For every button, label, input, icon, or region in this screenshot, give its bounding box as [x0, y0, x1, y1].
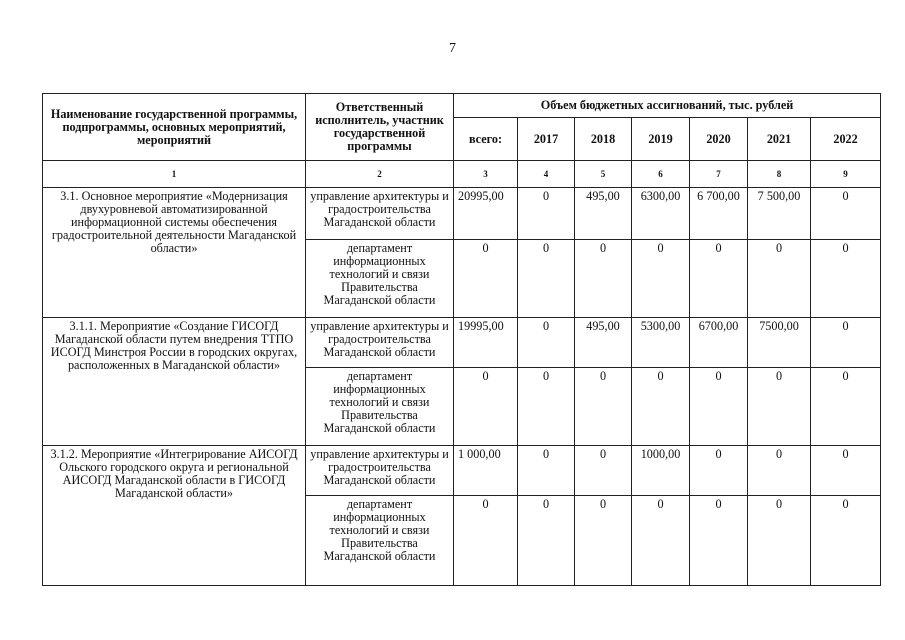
- value-cell: 0: [690, 240, 748, 318]
- value-cell: 0: [518, 368, 575, 446]
- value-cell: 0: [454, 240, 518, 318]
- value-cell: 6700,00: [690, 318, 748, 368]
- column-number: 9: [811, 161, 881, 188]
- value-cell: 6 700,00: [690, 188, 748, 240]
- value-cell: 0: [575, 368, 632, 446]
- value-cell: 0: [748, 446, 811, 496]
- value-cell: 0: [748, 368, 811, 446]
- value-cell: 7500,00: [748, 318, 811, 368]
- value-cell: 0: [690, 446, 748, 496]
- activity-name: 3.1.2. Мероприятие «Интегрирование АИСОГД Ольского городского округа и региональной АИСОГД Магаданской области в ГИСОГД Магаданской области»: [43, 446, 306, 586]
- value-cell: 0: [518, 240, 575, 318]
- column-number: 5: [575, 161, 632, 188]
- column-number: 1: [43, 161, 306, 188]
- header-year: 2020: [690, 118, 748, 161]
- value-cell: 0: [518, 318, 575, 368]
- value-cell: 0: [811, 368, 881, 446]
- executor-cell: управление архитектуры и градостроительства Магаданской области: [306, 446, 454, 496]
- value-cell: 0: [811, 446, 881, 496]
- value-cell: 0: [748, 240, 811, 318]
- table-row: [43, 446, 881, 496]
- header-budget: Объем бюджетных ассигнований, тыс. рублей: [454, 94, 881, 118]
- value-cell: 0: [811, 240, 881, 318]
- value-cell: 0: [632, 496, 690, 586]
- value-cell: 0: [811, 496, 881, 586]
- value-cell: 0: [575, 240, 632, 318]
- activity-name: 3.1. Основное мероприятие «Модернизация двухуровневой автоматизированной информационной системы обеспечения градостроительной деятельности Магаданской области»: [43, 188, 306, 318]
- column-number: 2: [306, 161, 454, 188]
- header-year: 2018: [575, 118, 632, 161]
- executor-cell: управление архитектуры и градостроительства Магаданской области: [306, 188, 454, 240]
- header-executor: Ответственный исполнитель, участник государственной программы: [306, 94, 454, 161]
- header-total: всего:: [454, 118, 518, 161]
- page-number: 7: [449, 41, 456, 56]
- value-cell: 1000,00: [632, 446, 690, 496]
- value-cell: 495,00: [575, 188, 632, 240]
- value-cell: 0: [518, 496, 575, 586]
- value-cell: 0: [575, 446, 632, 496]
- column-number: 7: [690, 161, 748, 188]
- value-cell: 7 500,00: [748, 188, 811, 240]
- value-cell: 20995,00: [454, 188, 518, 240]
- column-number: 4: [518, 161, 575, 188]
- value-cell: 0: [690, 496, 748, 586]
- header-year: 2017: [518, 118, 575, 161]
- budget-table: [42, 93, 881, 586]
- value-cell: 6300,00: [632, 188, 690, 240]
- value-cell: 0: [690, 368, 748, 446]
- value-cell: 0: [518, 446, 575, 496]
- executor-cell: департамент информационных технологий и связи Правительства Магаданской области: [306, 496, 454, 586]
- table-row: [43, 188, 881, 240]
- column-number: 6: [632, 161, 690, 188]
- value-cell: 0: [454, 496, 518, 586]
- header-year: 2022: [811, 118, 881, 161]
- activity-name: 3.1.1. Мероприятие «Создание ГИСОГД Магаданской области путем внедрения ТТПО ИСОГД Минстроя России в городских округах, расположенных в Магаданской области»: [43, 318, 306, 446]
- header-name: Наименование государственной программы, подпрограммы, основных мероприятий, мероприятий: [43, 94, 306, 161]
- value-cell: 495,00: [575, 318, 632, 368]
- value-cell: 19995,00: [454, 318, 518, 368]
- column-number: 8: [748, 161, 811, 188]
- value-cell: 5300,00: [632, 318, 690, 368]
- column-number: 3: [454, 161, 518, 188]
- executor-cell: управление архитектуры и градостроительства Магаданской области: [306, 318, 454, 368]
- value-cell: 0: [811, 188, 881, 240]
- value-cell: 0: [811, 318, 881, 368]
- header-year: 2019: [632, 118, 690, 161]
- value-cell: 0: [632, 368, 690, 446]
- header-year: 2021: [748, 118, 811, 161]
- value-cell: 0: [454, 368, 518, 446]
- value-cell: 0: [575, 496, 632, 586]
- value-cell: 0: [748, 496, 811, 586]
- executor-cell: департамент информационных технологий и связи Правительства Магаданской области: [306, 368, 454, 446]
- value-cell: 1 000,00: [454, 446, 518, 496]
- value-cell: 0: [518, 188, 575, 240]
- value-cell: 0: [632, 240, 690, 318]
- executor-cell: департамент информационных технологий и связи Правительства Магаданской области: [306, 240, 454, 318]
- table-row: [43, 318, 881, 368]
